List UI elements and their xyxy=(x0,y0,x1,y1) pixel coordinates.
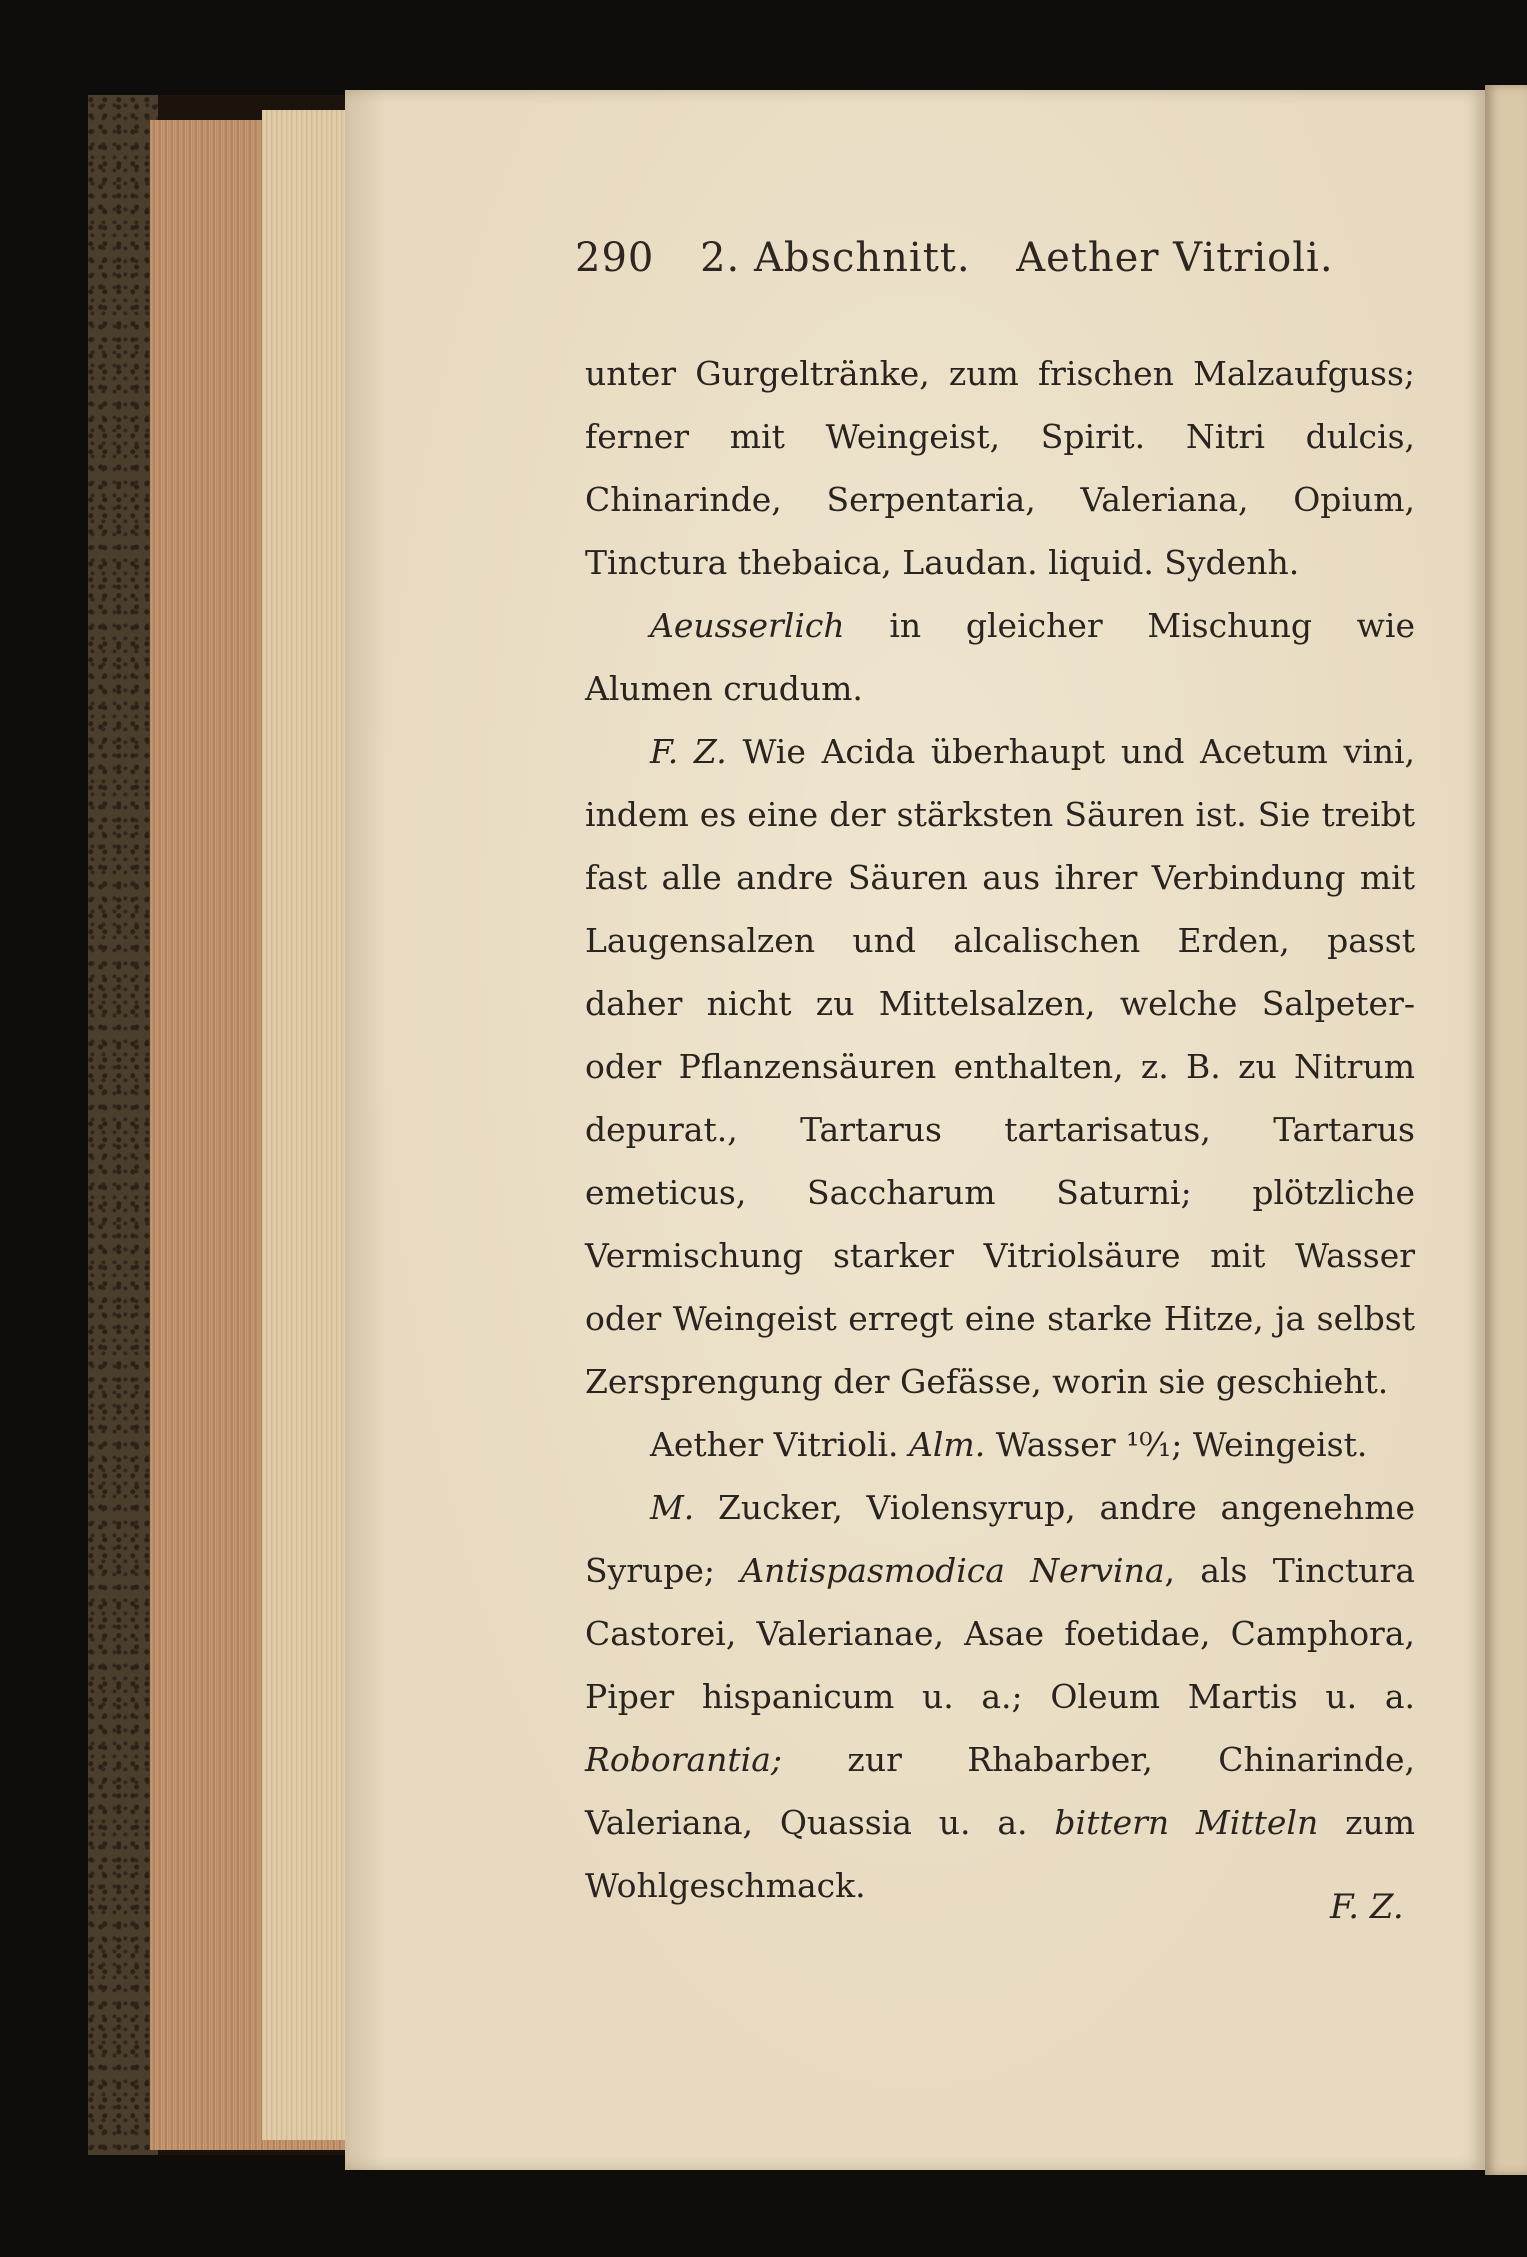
paragraph-4-alm: Alm. xyxy=(909,1425,986,1464)
paragraph-5-lead: M. xyxy=(650,1488,695,1527)
paragraph-4 xyxy=(585,1413,1415,1476)
paragraph-1: unter Gurgeltränke, zum frischen Malzaufguss; ferner mit Weingeist, Spirit. Nitri dulcis, Chinarinde, Serpentaria, Valeriana, Opium, Tinctura thebaica, Laudan. liquid. Sydenh. xyxy=(585,354,1415,582)
paragraph-2-lead: Aeusserlich xyxy=(650,606,845,645)
paragraph-3-text: Wie Acida überhaupt und Acetum vini, indem es eine der stärksten Säuren ist. Sie treibt fast alle andre Säuren aus ihrer Verbindung mit Laugensalzen und alcalischen Erden, passt daher nicht zu Mittelsalzen, welche Salpeter- oder Pflanzensäuren enthalten, z. B. zu Nitrum depurat., Tartarus tartarisatus, Tartarus emeticus, Saccharum Saturni; plötzliche Vermischung starker Vitriolsäure mit Wasser oder Weingeist erregt eine starke Hitze, ja selbst Zersprengung der Gefässe, worin sie geschieht. xyxy=(585,732,1415,1401)
page-stack-inner xyxy=(262,110,352,2140)
section-label: 2. Abschnitt. xyxy=(700,235,971,281)
paragraph-3-lead: F. Z. xyxy=(650,732,727,771)
marbled-cover xyxy=(88,95,158,2155)
paragraph-5-g: zum Wohlgeschmack. xyxy=(585,1803,1416,1905)
paragraph-5-b: Antispasmodica Nervina xyxy=(740,1551,1165,1590)
running-header xyxy=(575,235,1375,281)
paragraph-5 xyxy=(585,1476,1415,1917)
paragraph-5-a: Zucker, Violensyrup, andre angenehme Syrupe; xyxy=(585,1488,1415,1590)
paragraph-3 xyxy=(585,720,1415,1413)
paragraph-5-c: , als Tinctura Castorei, Valerianae, Asae foetidae, Camphora, Piper hispanicum u. a.; Oleum Martis u. a. xyxy=(585,1551,1415,1716)
paragraph-5-d: Roborantia; xyxy=(585,1740,783,1779)
page-number: 290 xyxy=(575,235,655,281)
body-text xyxy=(585,342,1415,1917)
paragraph-2-text: in gleicher Mischung wie Alumen crudum. xyxy=(585,606,1415,708)
paragraph-4-lead: Aether Vitrioli. xyxy=(650,1425,910,1464)
paragraph-5-e: zur Rhabarber, Chinarinde, Valeriana, Quassia u. a. xyxy=(585,1740,1415,1842)
header-title: Aether Vitrioli. xyxy=(1016,235,1334,281)
paragraph-2 xyxy=(585,594,1415,720)
catchword: F. Z. xyxy=(1330,1887,1404,1927)
paragraph-5-f: bittern Mitteln xyxy=(1054,1803,1319,1842)
paragraph-4-text: Wasser ¹⁰⁄₁; Weingeist. xyxy=(985,1425,1368,1464)
facing-page-edge xyxy=(1485,85,1527,2175)
